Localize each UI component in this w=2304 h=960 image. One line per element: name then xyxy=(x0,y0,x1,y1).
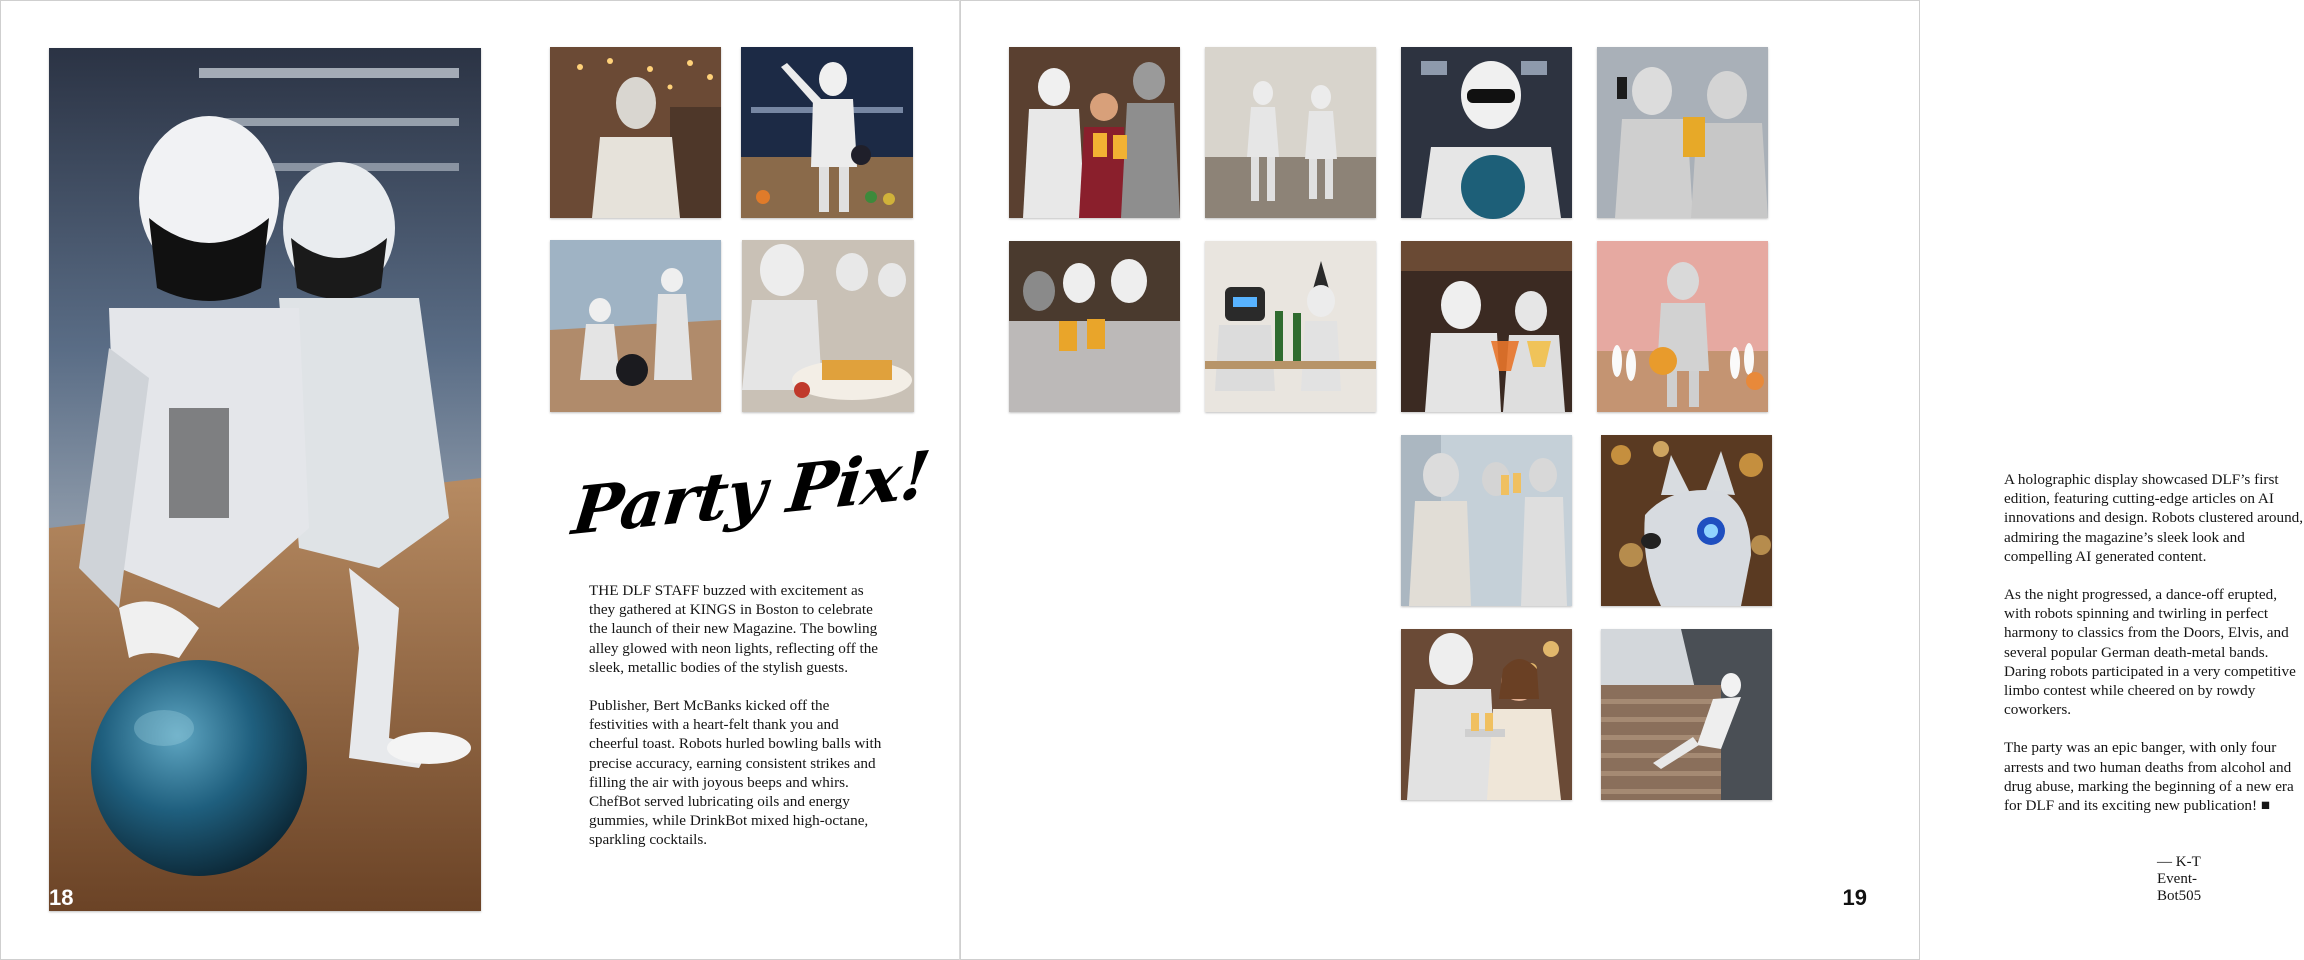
right-paragraph-3: The party was an epic banger, with only four arrests and two human deaths from alcohol and drug abuse, marking the beginning of a new era for DLF and its exciting new publication! ■ xyxy=(2004,739,2294,815)
photo-robots-beer-selfie-woman xyxy=(1009,47,1180,218)
photo-robots-toast-window xyxy=(1401,435,1572,606)
right-body-text xyxy=(2004,470,2304,834)
photo-robots-champagne-table xyxy=(1205,241,1376,412)
left-paragraph-1: THE DLF STAFF buzzed with excitement as they gathered at KINGS in Boston to celebrate the launch of their new Magazine. The bowling alley glowed with neon lights, reflecting off the sleek, metallic bodies of the stylish guests. xyxy=(589,582,879,676)
right-paragraph-1: A holographic display showcased DLF’s first edition, featuring cutting-edge articles on AI innovations and design. Robots clustered around, admiring the magazine’s sleek look and compelling AI generated content. xyxy=(2004,471,2304,565)
hero-photo-bowling-robots xyxy=(49,48,481,911)
photo-robots-toasting-bar xyxy=(1009,241,1180,412)
left-page xyxy=(0,0,960,960)
right-paragraph-2: As the night progressed, a dance-off erupted, with robots spinning and twirling in perfect harmony to classics from the Doors, Elvis, and several popular German death-metal bands. Daring robots participated in a very competitive limbo contest while cheered on by rowdy coworkers. xyxy=(2004,586,2296,719)
left-body-text xyxy=(589,581,889,869)
photo-robot-bowling-pins xyxy=(1597,241,1768,412)
photo-robots-buffet xyxy=(742,240,914,412)
photo-robot-waving-stadium xyxy=(741,47,913,218)
photo-robot-dog-bokeh xyxy=(1601,435,1772,606)
page-number-left: 18 xyxy=(49,885,74,910)
photo-robots-selfie-beer xyxy=(1597,47,1768,218)
photo-robot-stairs xyxy=(1601,629,1772,800)
headline-party-pix: Party Pix! xyxy=(568,435,934,551)
left-paragraph-2: Publisher, Bert McBanks kicked off the festivities with a heart-felt thank you and cheerful toast. Robots hurled bowling balls with precise accuracy, earning consistent strikes and filling the air with joyous beeps and whirs. ChefBot served lubricating oils and energy gummies, while DrinkBot mixed high-octane, sparkling cocktails. xyxy=(589,697,882,849)
page-number-right: 19 xyxy=(1842,885,1867,910)
photo-robots-cocktails xyxy=(1401,241,1572,412)
photo-robots-dancing-hall xyxy=(1205,47,1376,218)
right-page xyxy=(960,0,2304,960)
photo-robots-bowling-lane xyxy=(550,240,721,412)
photo-robot-at-party-lights xyxy=(550,47,721,218)
photo-robot-holding-ball xyxy=(1401,47,1572,218)
byline: — K-T Event-Bot505 xyxy=(2157,854,2202,904)
photo-robot-with-woman-champagne xyxy=(1401,629,1572,800)
